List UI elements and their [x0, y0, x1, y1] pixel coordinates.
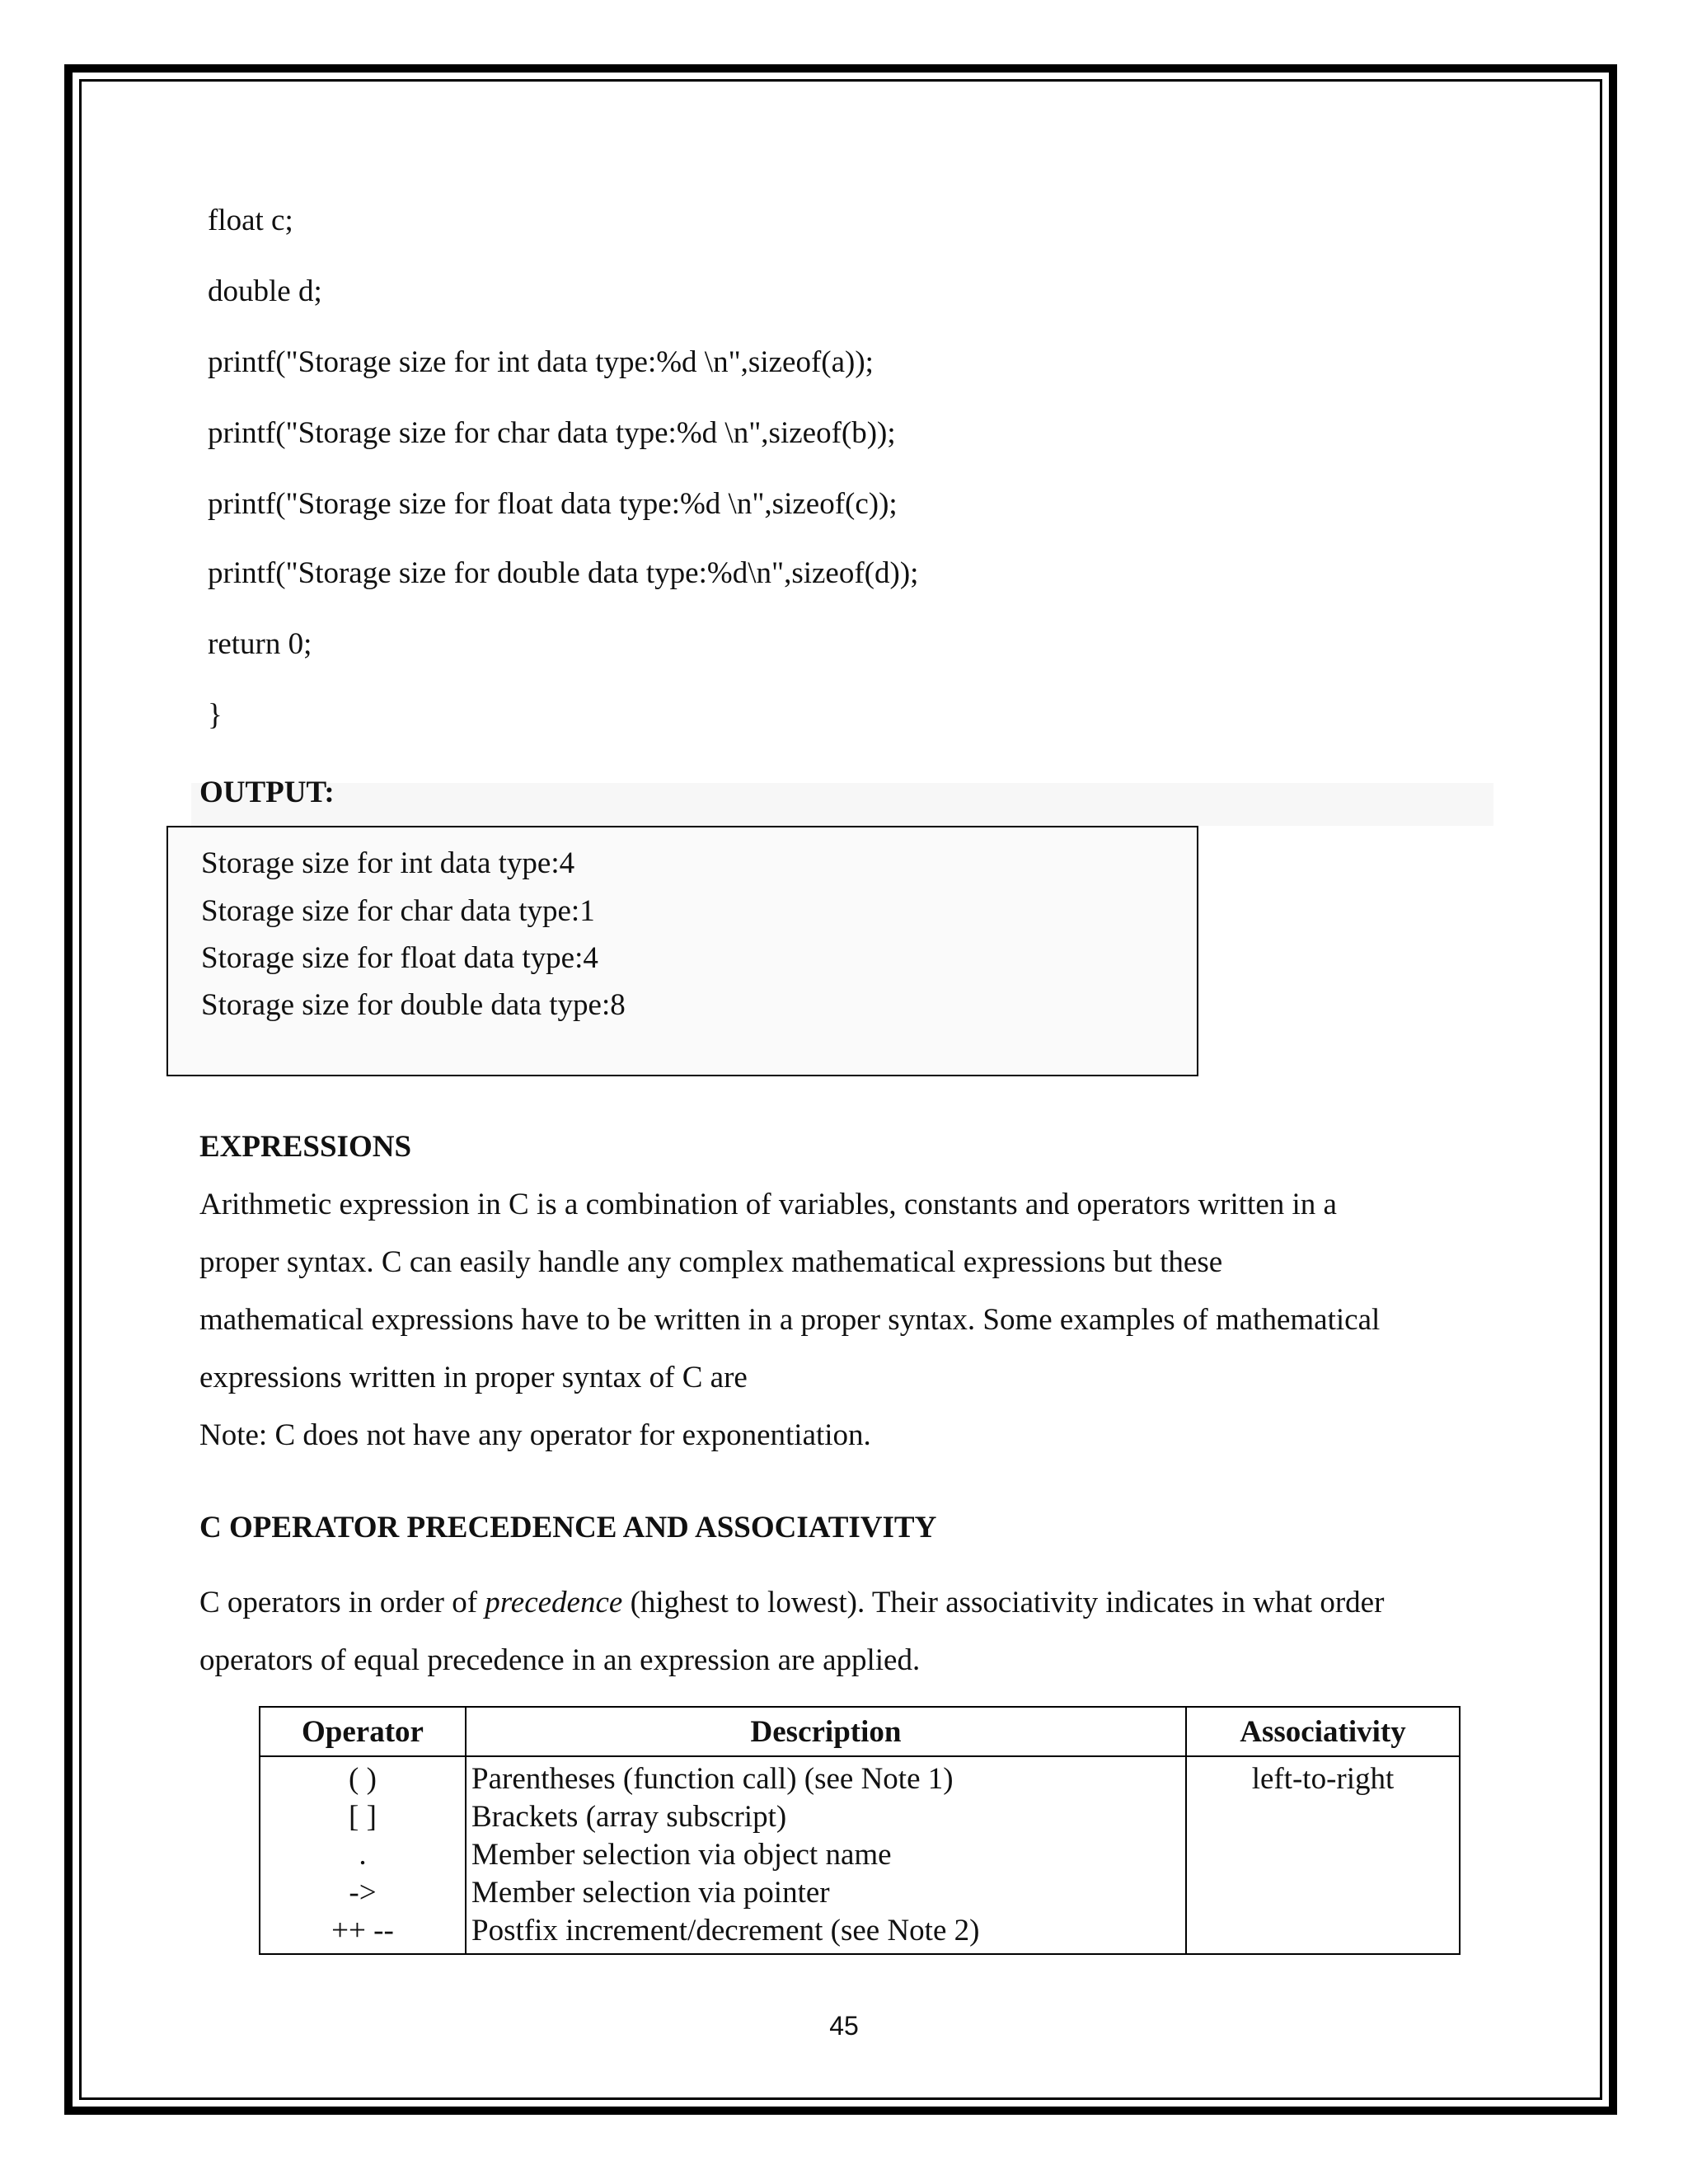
output-line: Storage size for float data type:4: [201, 941, 598, 975]
code-line: return 0;: [208, 627, 312, 661]
operator-symbol: ( ): [349, 1762, 377, 1796]
code-line: printf("Storage size for char data type:%d \n",sizeof(b));: [208, 416, 896, 450]
expressions-heading: EXPRESSIONS: [199, 1130, 412, 1164]
precedence-intro: [199, 1574, 1510, 1690]
intro-italic-term: precedence: [485, 1586, 623, 1619]
table-row: [260, 1756, 1460, 1954]
output-line: Storage size for int data type:4: [201, 846, 575, 880]
operator-description: Member selection via pointer: [471, 1876, 830, 1910]
paragraph-line: proper syntax. C can easily handle any complex mathematical expressions but these: [199, 1245, 1223, 1279]
description-cell: [466, 1756, 1186, 1954]
intro-line: operators of equal precedence in an expression are applied.: [199, 1643, 921, 1677]
associativity-value: left-to-right: [1251, 1762, 1395, 1796]
operator-table: [259, 1706, 1461, 1955]
code-line: printf("Storage size for int data type:%d \n",sizeof(a));: [208, 345, 874, 379]
paragraph-line: Arithmetic expression in C is a combination of variables, constants and operators written in a: [199, 1188, 1337, 1221]
paragraph-line: mathematical expressions have to be written in a proper syntax. Some examples of mathematical: [199, 1303, 1381, 1337]
output-heading-bar: [191, 783, 1493, 826]
table-header-row: [260, 1707, 1460, 1756]
associativity-cell: [1186, 1756, 1460, 1954]
intro-text-before: C operators in order of: [199, 1586, 485, 1619]
operator-description: Member selection via object name: [471, 1838, 892, 1872]
operator-symbol: ++ --: [331, 1914, 394, 1947]
code-line: float c;: [208, 204, 293, 237]
code-line: }: [208, 698, 223, 732]
precedence-heading: C OPERATOR PRECEDENCE AND ASSOCIATIVITY: [199, 1511, 937, 1544]
page-number: 45: [829, 2011, 859, 2041]
paragraph-line: Note: C does not have any operator for exponentiation.: [199, 1418, 871, 1452]
header-description: Description: [466, 1707, 1186, 1756]
operator-symbol: [ ]: [349, 1800, 377, 1834]
output-heading: OUTPUT:: [199, 776, 335, 809]
header-operator: Operator: [260, 1707, 466, 1756]
code-line: printf("Storage size for float data type:%d \n",sizeof(c));: [208, 487, 898, 521]
operator-cell: [260, 1756, 466, 1954]
operator-description: Brackets (array subscript): [471, 1800, 787, 1834]
paragraph-line: expressions written in proper syntax of C are: [199, 1361, 748, 1394]
operator-symbol: ->: [349, 1876, 377, 1910]
intro-text-after: (highest to lowest). Their associativity indicates in what order: [622, 1586, 1385, 1619]
header-associativity: Associativity: [1186, 1707, 1460, 1756]
intro-line: [199, 1574, 1510, 1632]
output-line: Storage size for char data type:1: [201, 894, 595, 928]
operator-description: Parentheses (function call) (see Note 1): [471, 1762, 954, 1796]
output-line: Storage size for double data type:8: [201, 988, 626, 1022]
code-line: double d;: [208, 274, 322, 308]
code-line: printf("Storage size for double data type:%d\n",sizeof(d));: [208, 556, 919, 590]
output-box: [166, 826, 1198, 1076]
operator-description: Postfix increment/decrement (see Note 2): [471, 1914, 980, 1947]
expressions-paragraph: [199, 1176, 1510, 1465]
operator-symbol: .: [359, 1838, 367, 1872]
